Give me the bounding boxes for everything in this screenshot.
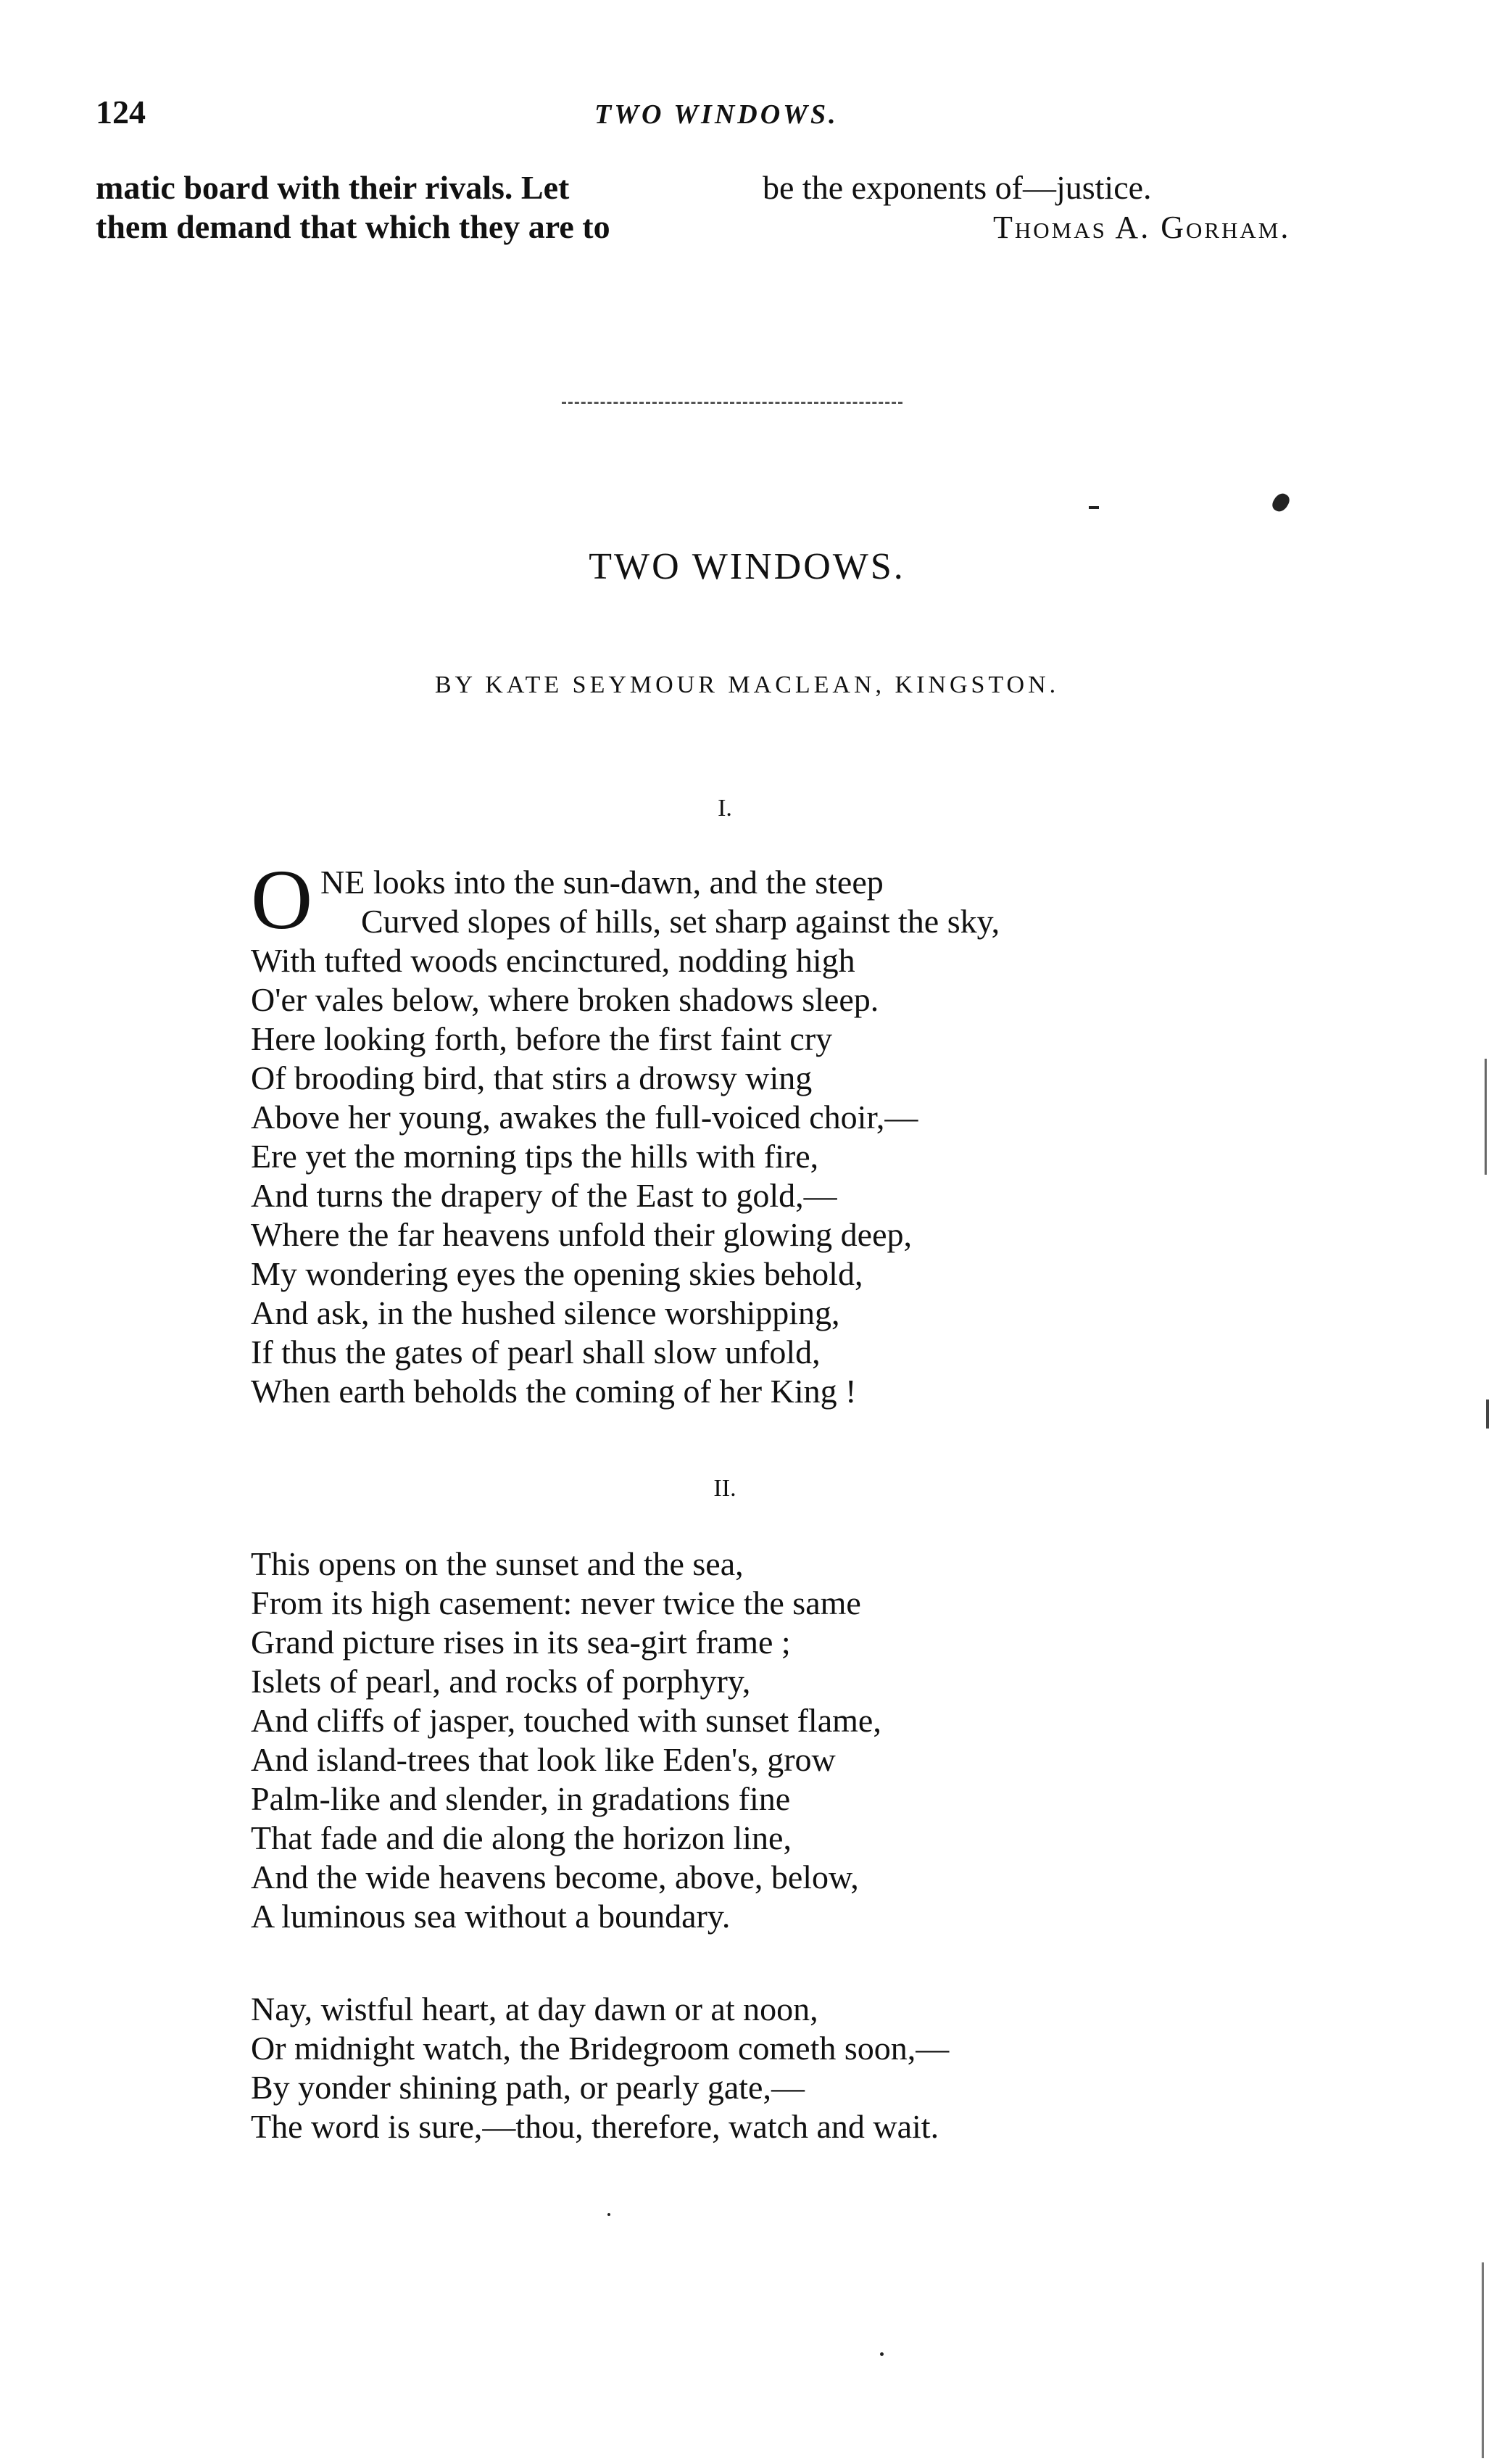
poem-line: The word is sure,—thou, therefore, watch and wait.	[251, 2108, 939, 2145]
poem-line: Nay, wistful heart, at day dawn or at noon,	[251, 1990, 818, 2027]
poem-line: And island-trees that look like Eden's, grow	[251, 1741, 836, 1778]
poem-line: And cliffs of jasper, touched with sunset flame,	[251, 1702, 881, 1739]
carryover-left-line-1: matic board with their rivals. Let	[96, 169, 570, 206]
poem-line: When earth beholds the coming of her King !	[251, 1373, 857, 1410]
poem-closing-stanza	[251, 1990, 949, 2146]
drop-cap: O	[251, 852, 313, 947]
poem-line: Where the far heavens unfold their glowing deep,	[251, 1216, 912, 1253]
poem-line: If thus the gates of pearl shall slow unfold,	[251, 1334, 821, 1371]
poem-line: That fade and die along the horizon line,	[251, 1819, 792, 1856]
page-edge-mark	[1485, 1059, 1487, 1175]
poem-line: My wondering eyes the opening skies behold,	[251, 1255, 863, 1292]
poem-line: By yonder shining path, or pearly gate,—	[251, 2069, 805, 2106]
ink-speck	[1089, 506, 1099, 509]
carryover-left-line-2: them demand that which they are to	[96, 208, 610, 245]
poem-line: A luminous sea without a boundary.	[251, 1898, 731, 1935]
page-edge-mark	[1482, 2262, 1484, 2458]
poem-stanza-2	[251, 1545, 881, 1936]
poem-line: Ere yet the morning tips the hills with fire,	[251, 1138, 819, 1175]
poem-line: Above her young, awakes the full-voiced choir,—	[251, 1099, 918, 1136]
poem-line: Islets of pearl, and rocks of porphyry,	[251, 1663, 751, 1700]
poem-line: With tufted woods encinctured, nodding high	[251, 942, 855, 979]
carryover-right-line-1: be the exponents of—justice.	[763, 169, 1152, 206]
poem-line: Or midnight watch, the Bridegroom cometh soon,—	[251, 2030, 950, 2067]
poem-line: From its high casement: never twice the same	[251, 1584, 861, 1621]
poem-line: Of brooding bird, that stirs a drowsy wing	[251, 1059, 813, 1096]
page-number: 124	[96, 94, 146, 131]
poem-line: And turns the drapery of the East to gold,—	[251, 1177, 837, 1214]
ink-speck	[1270, 491, 1292, 515]
poem-line: Here looking forth, before the first faint cry	[251, 1020, 833, 1057]
poem-line: NE looks into the sun-dawn, and the steep	[320, 864, 884, 901]
section-divider-rule	[562, 402, 902, 404]
section-number: I.	[718, 795, 732, 822]
poem-line: Palm-like and slender, in gradations fine	[251, 1780, 791, 1817]
running-head: TWO WINDOWS.	[594, 99, 839, 130]
ink-speck	[880, 2352, 884, 2356]
poem-line: Curved slopes of hills, set sharp against the sky,	[361, 903, 1000, 940]
poem-line: Grand picture rises in its sea-girt frame ;	[251, 1624, 791, 1661]
poem-line: This opens on the sunset and the sea,	[251, 1545, 744, 1582]
section-number: II.	[713, 1475, 736, 1502]
article-signature: Thomas A. Gorham.	[993, 210, 1291, 245]
poem-title: TWO WINDOWS.	[589, 546, 905, 587]
page-edge-mark	[1486, 1400, 1489, 1429]
poem-line: And ask, in the hushed silence worshipping,	[251, 1294, 840, 1331]
poem-line: And the wide heavens become, above, below,	[251, 1859, 859, 1895]
poem-stanza-1	[251, 863, 1000, 1411]
poem-byline: BY KATE SEYMOUR MACLEAN, KINGSTON.	[434, 671, 1060, 698]
poem-line: O'er vales below, where broken shadows sleep.	[251, 981, 879, 1018]
ink-speck	[607, 2213, 610, 2216]
